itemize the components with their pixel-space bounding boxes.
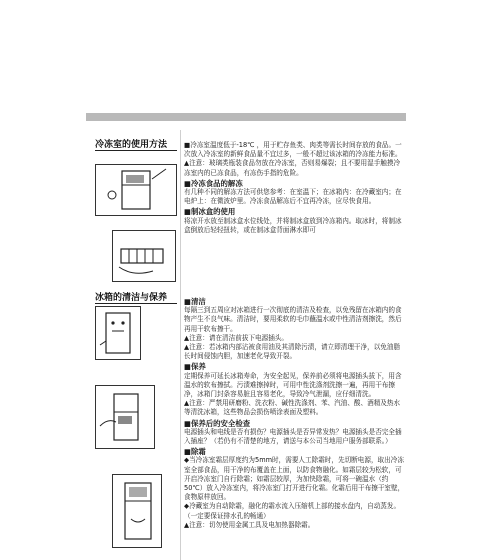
maintenance-heading: ■保养 [184, 362, 206, 372]
ice-tray-illustration [112, 230, 176, 282]
header-bar [86, 113, 406, 121]
freezer-section-title: 冷冻室的使用方法 [95, 140, 168, 150]
thaw-text: 有几种不同的解冻方法可供您参考：在室温下；在冰箱内：在冷藏室内；在电炉上：在微波炉里。冷冻食品解冻后不宜再冷冻，应尽快食用。 [184, 188, 402, 206]
safety-check-text: 电源插头和电线是否有损伤？电源插头是否异常发热？电源插头是否完全插入插座？（若仍有不清楚的地方，请送与本公司当地用户服务部联系。） [184, 427, 402, 446]
thaw-heading: ■冷冻食品的解冻 [184, 178, 243, 188]
defrost-text-2: ◆冷藏室为自动除霜，融化的霜水流入压缩机上部的接水盘内，自动蒸发。（一定要保证排水孔的畅通） [184, 502, 401, 520]
safety-check-heading: ■保养后的安全检查 [184, 418, 251, 428]
defrost-text-1: ◆当冷冻室霜层厚度约为5mm时，需要人工除霜时，先切断电源，取出冷冻室全部食品，用干净的布覆盖在上面，以防食物融化。如霜层较为松软，可开启冷冻室门自行除霜；如霜层较厚，为加快除霜，可将一碗温水（约50℃）放入冷冻室内，将冷冻室门打开进行化霜。化霜后用干布擦干室壁，食物原样放回。 [184, 456, 405, 502]
clean-text: 每隔三到五周应对冰箱进行一次彻底的清洁及检查，以免残留在冰箱内的食物产生不良气味。清洁时，要用柔软的毛巾蘸温水或中性清洁剂擦洗，然后再用干软布擦干。 [184, 306, 402, 333]
section-rule [95, 303, 177, 304]
freezer-illustration [95, 164, 177, 216]
clean-note-1: ▲注意：请在清洁前拔下电源插头。 [184, 333, 288, 342]
cleaning-text-column [184, 296, 406, 530]
maintenance-illustration [95, 385, 155, 449]
defrost-note: ▲注意：切勿使用金属工具及电加热器除霜。 [184, 520, 315, 529]
cleaning-illustration [95, 306, 141, 360]
clean-heading: ■清洁 [184, 297, 206, 306]
freezer-note: ▲注意：玻璃类瓶装食品勿放在冷冻室，否则易爆裂；且不要用湿手触摸冷冻室内的已冻食品，有冻伤手指的危险。 [184, 159, 401, 177]
column-divider [180, 130, 181, 560]
ice-tray-text: 将凉开水放至制冰盒水位线处，并将制冰盒放到冷冻箱内。取冰时，将制冰盒倒放后轻轻扭转，或在制冰盒背面淋水即可 [184, 216, 402, 234]
maintenance-note: ▲注意：严禁用研磨粉、洗衣粉、碱性洗涤剂、苯、汽油、酸、酒精及热水等清洗冰箱，这些物品会损伤喷涂表面及塑料。 [184, 399, 401, 417]
ice-tray-heading: ■制冰盒的使用 [184, 207, 236, 217]
freezer-intro: ■冷冻室温度低于-18℃ ，用于贮存鱼类、肉类等需长时间存放的食品。一次放入冷冻室的新鲜食品量不宜过多，一般不超过该冰箱的冷冻能力标准。 [184, 141, 402, 159]
defrost-illustration [112, 474, 162, 548]
freezer-text-column [184, 141, 406, 235]
maintenance-text: 定期保养可延长冰箱寿命，为安全起见，保养前必须将电源插头拔下，用含温水的软布擦拭。污渍难擦掉时，可用中性洗涤剂洗擦一遍，再用干布擦净，冰箱门封条容易脏且容易老化，导致冷气泄漏，应仔细清洗。 [184, 371, 402, 399]
clean-note-2: ▲注意：若冰箱内部沾被食用油及其清除污渍，请立即清理干净，以免油脂长时间侵蚀内胆，加速老化导致开裂。 [184, 343, 401, 361]
defrost-heading: ■除霜 [184, 447, 206, 457]
cleaning-section-title: 冰箱的清洁与保养 [95, 293, 168, 303]
section-rule [95, 150, 177, 151]
